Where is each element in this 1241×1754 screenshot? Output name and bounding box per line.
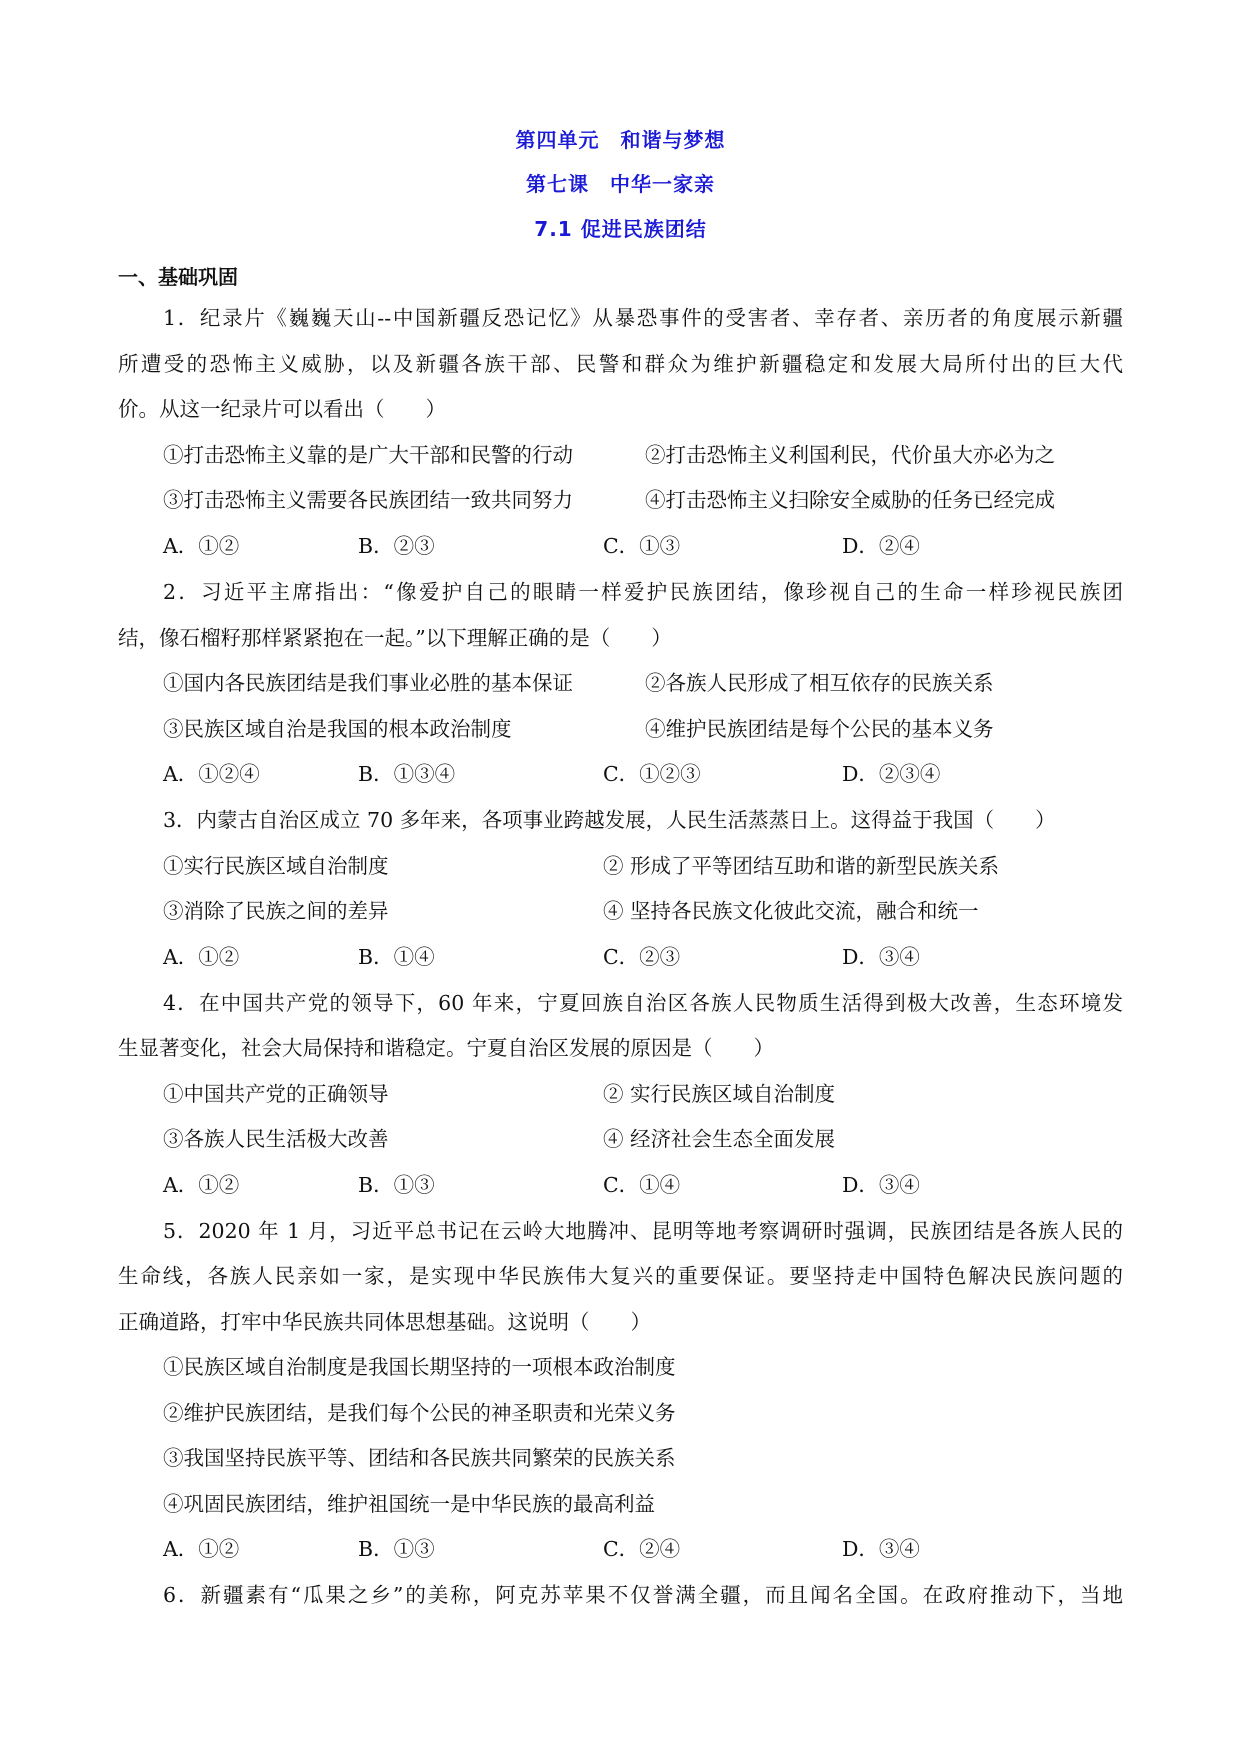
q1-statement-4: ④打击恐怖主义扫除安全威胁的任务已经完成 (645, 488, 1055, 512)
q5-statement-2: ②维护民族团结，是我们每个公民的神圣职责和光荣义务 (163, 1401, 676, 1425)
q5-statement-4: ④巩固民族团结，维护祖国统一是中华民族的最高利益 (163, 1492, 655, 1516)
q3-statement-2: ② 形成了平等团结互助和谐的新型民族关系 (603, 854, 1000, 878)
q1-option-c[interactable]: C．①③ (603, 534, 681, 558)
q2-statement-4: ④维护民族团结是每个公民的基本义务 (645, 717, 994, 741)
q4-option-c[interactable]: C．①④ (603, 1173, 681, 1197)
q5-option-a[interactable]: A．①② (163, 1537, 240, 1561)
q1-option-b[interactable]: B．②③ (358, 534, 435, 558)
q1-line-1: 1．纪录片《巍巍天山--中国新疆反恐记忆》从暴恐事件的受害者、幸存者、亲历者的角度展示新疆 (163, 306, 1123, 330)
q5-statement-3: ③我国坚持民族平等、团结和各民族共同繁荣的民族关系 (163, 1446, 676, 1470)
q4-option-d[interactable]: D．③④ (842, 1173, 920, 1197)
q4-line-2: 生显著变化，社会大局保持和谐稳定。宁夏自治区发展的原因是（ ） (118, 1036, 774, 1060)
q2-statement-3: ③民族区域自治是我国的根本政治制度 (163, 717, 512, 741)
q4-statement-1: ①中国共产党的正确领导 (163, 1082, 389, 1106)
q2-statement-2: ②各族人民形成了相互依存的民族关系 (645, 671, 994, 695)
q4-statement-3: ③各族人民生活极大改善 (163, 1127, 389, 1151)
q5-option-b[interactable]: B．①③ (358, 1537, 435, 1561)
unit-heading: 第四单元 和谐与梦想 (515, 128, 726, 152)
section-title: 一、基础巩固 (118, 265, 238, 289)
q3-option-a[interactable]: A．①② (163, 945, 240, 969)
q1-line-3: 价。从这一纪录片可以看出（ ） (118, 397, 446, 421)
q2-line-2: 结，像石榴籽那样紧紧抱在一起。”以下理解正确的是（ ） (118, 626, 672, 650)
q5-line-2: 生命线，各族人民亲如一家，是实现中华民族伟大复兴的重要保证。要坚持走中国特色解决民族问题的 (118, 1264, 1123, 1288)
q1-statement-2: ②打击恐怖主义利国利民，代价虽大亦必为之 (645, 443, 1055, 467)
q2-statement-1: ①国内各民族团结是我们事业必胜的基本保证 (163, 671, 573, 695)
q1-option-a[interactable]: A．①② (163, 534, 240, 558)
q5-line-1: 5．2020 年 1 月，习近平总书记在云岭大地腾冲、昆明等地考察调研时强调，民族团结是各族人民的 (163, 1219, 1123, 1243)
q4-line-1: 4．在中国共产党的领导下，60 年来，宁夏回族自治区各族人民物质生活得到极大改善，生态环境发 (163, 991, 1123, 1015)
q4-option-b[interactable]: B．①③ (358, 1173, 435, 1197)
q5-line-3: 正确道路，打牢中华民族共同体思想基础。这说明（ ） (118, 1310, 651, 1334)
q3-option-b[interactable]: B．①④ (358, 945, 435, 969)
q5-statement-1: ①民族区域自治制度是我国长期坚持的一项根本政治制度 (163, 1355, 676, 1379)
q6-line-1: 6．新疆素有“瓜果之乡”的美称，阿克苏苹果不仅誉满全疆，而且闻名全国。在政府推动下，当地 (163, 1583, 1123, 1607)
q2-line-1: 2．习近平主席指出：“像爱护自己的眼睛一样爱护民族团结，像珍视自己的生命一样珍视民族团 (163, 580, 1123, 604)
q2-option-b[interactable]: B．①③④ (358, 762, 456, 786)
q4-statement-4: ④ 经济社会生态全面发展 (603, 1127, 836, 1151)
q3-option-d[interactable]: D．③④ (842, 945, 920, 969)
q5-option-c[interactable]: C．②④ (603, 1537, 681, 1561)
topic-heading: 7.1 促进民族团结 (534, 217, 707, 241)
q3-statement-3: ③消除了民族之间的差异 (163, 899, 389, 923)
q3-option-c[interactable]: C．②③ (603, 945, 681, 969)
q3-statement-4: ④ 坚持各民族文化彼此交流，融合和统一 (603, 899, 979, 923)
q3-statement-1: ①实行民族区域自治制度 (163, 854, 389, 878)
q1-option-d[interactable]: D．②④ (842, 534, 920, 558)
q5-option-d[interactable]: D．③④ (842, 1537, 920, 1561)
q3-line-1: 3．内蒙古自治区成立 70 多年来，各项事业跨越发展，人民生活蒸蒸日上。这得益于我国（ ） (163, 808, 1056, 832)
q2-option-c[interactable]: C．①②③ (603, 762, 701, 786)
lesson-heading: 第七课 中华一家亲 (526, 172, 715, 196)
q2-option-d[interactable]: D．②③④ (842, 762, 941, 786)
q1-statement-1: ①打击恐怖主义靠的是广大干部和民警的行动 (163, 443, 573, 467)
q2-option-a[interactable]: A．①②④ (163, 762, 260, 786)
q1-statement-3: ③打击恐怖主义需要各民族团结一致共同努力 (163, 488, 573, 512)
q4-statement-2: ② 实行民族区域自治制度 (603, 1082, 836, 1106)
q1-line-2: 所遭受的恐怖主义威胁，以及新疆各族干部、民警和群众为维护新疆稳定和发展大局所付出的巨大代 (118, 352, 1123, 376)
q4-option-a[interactable]: A．①② (163, 1173, 240, 1197)
